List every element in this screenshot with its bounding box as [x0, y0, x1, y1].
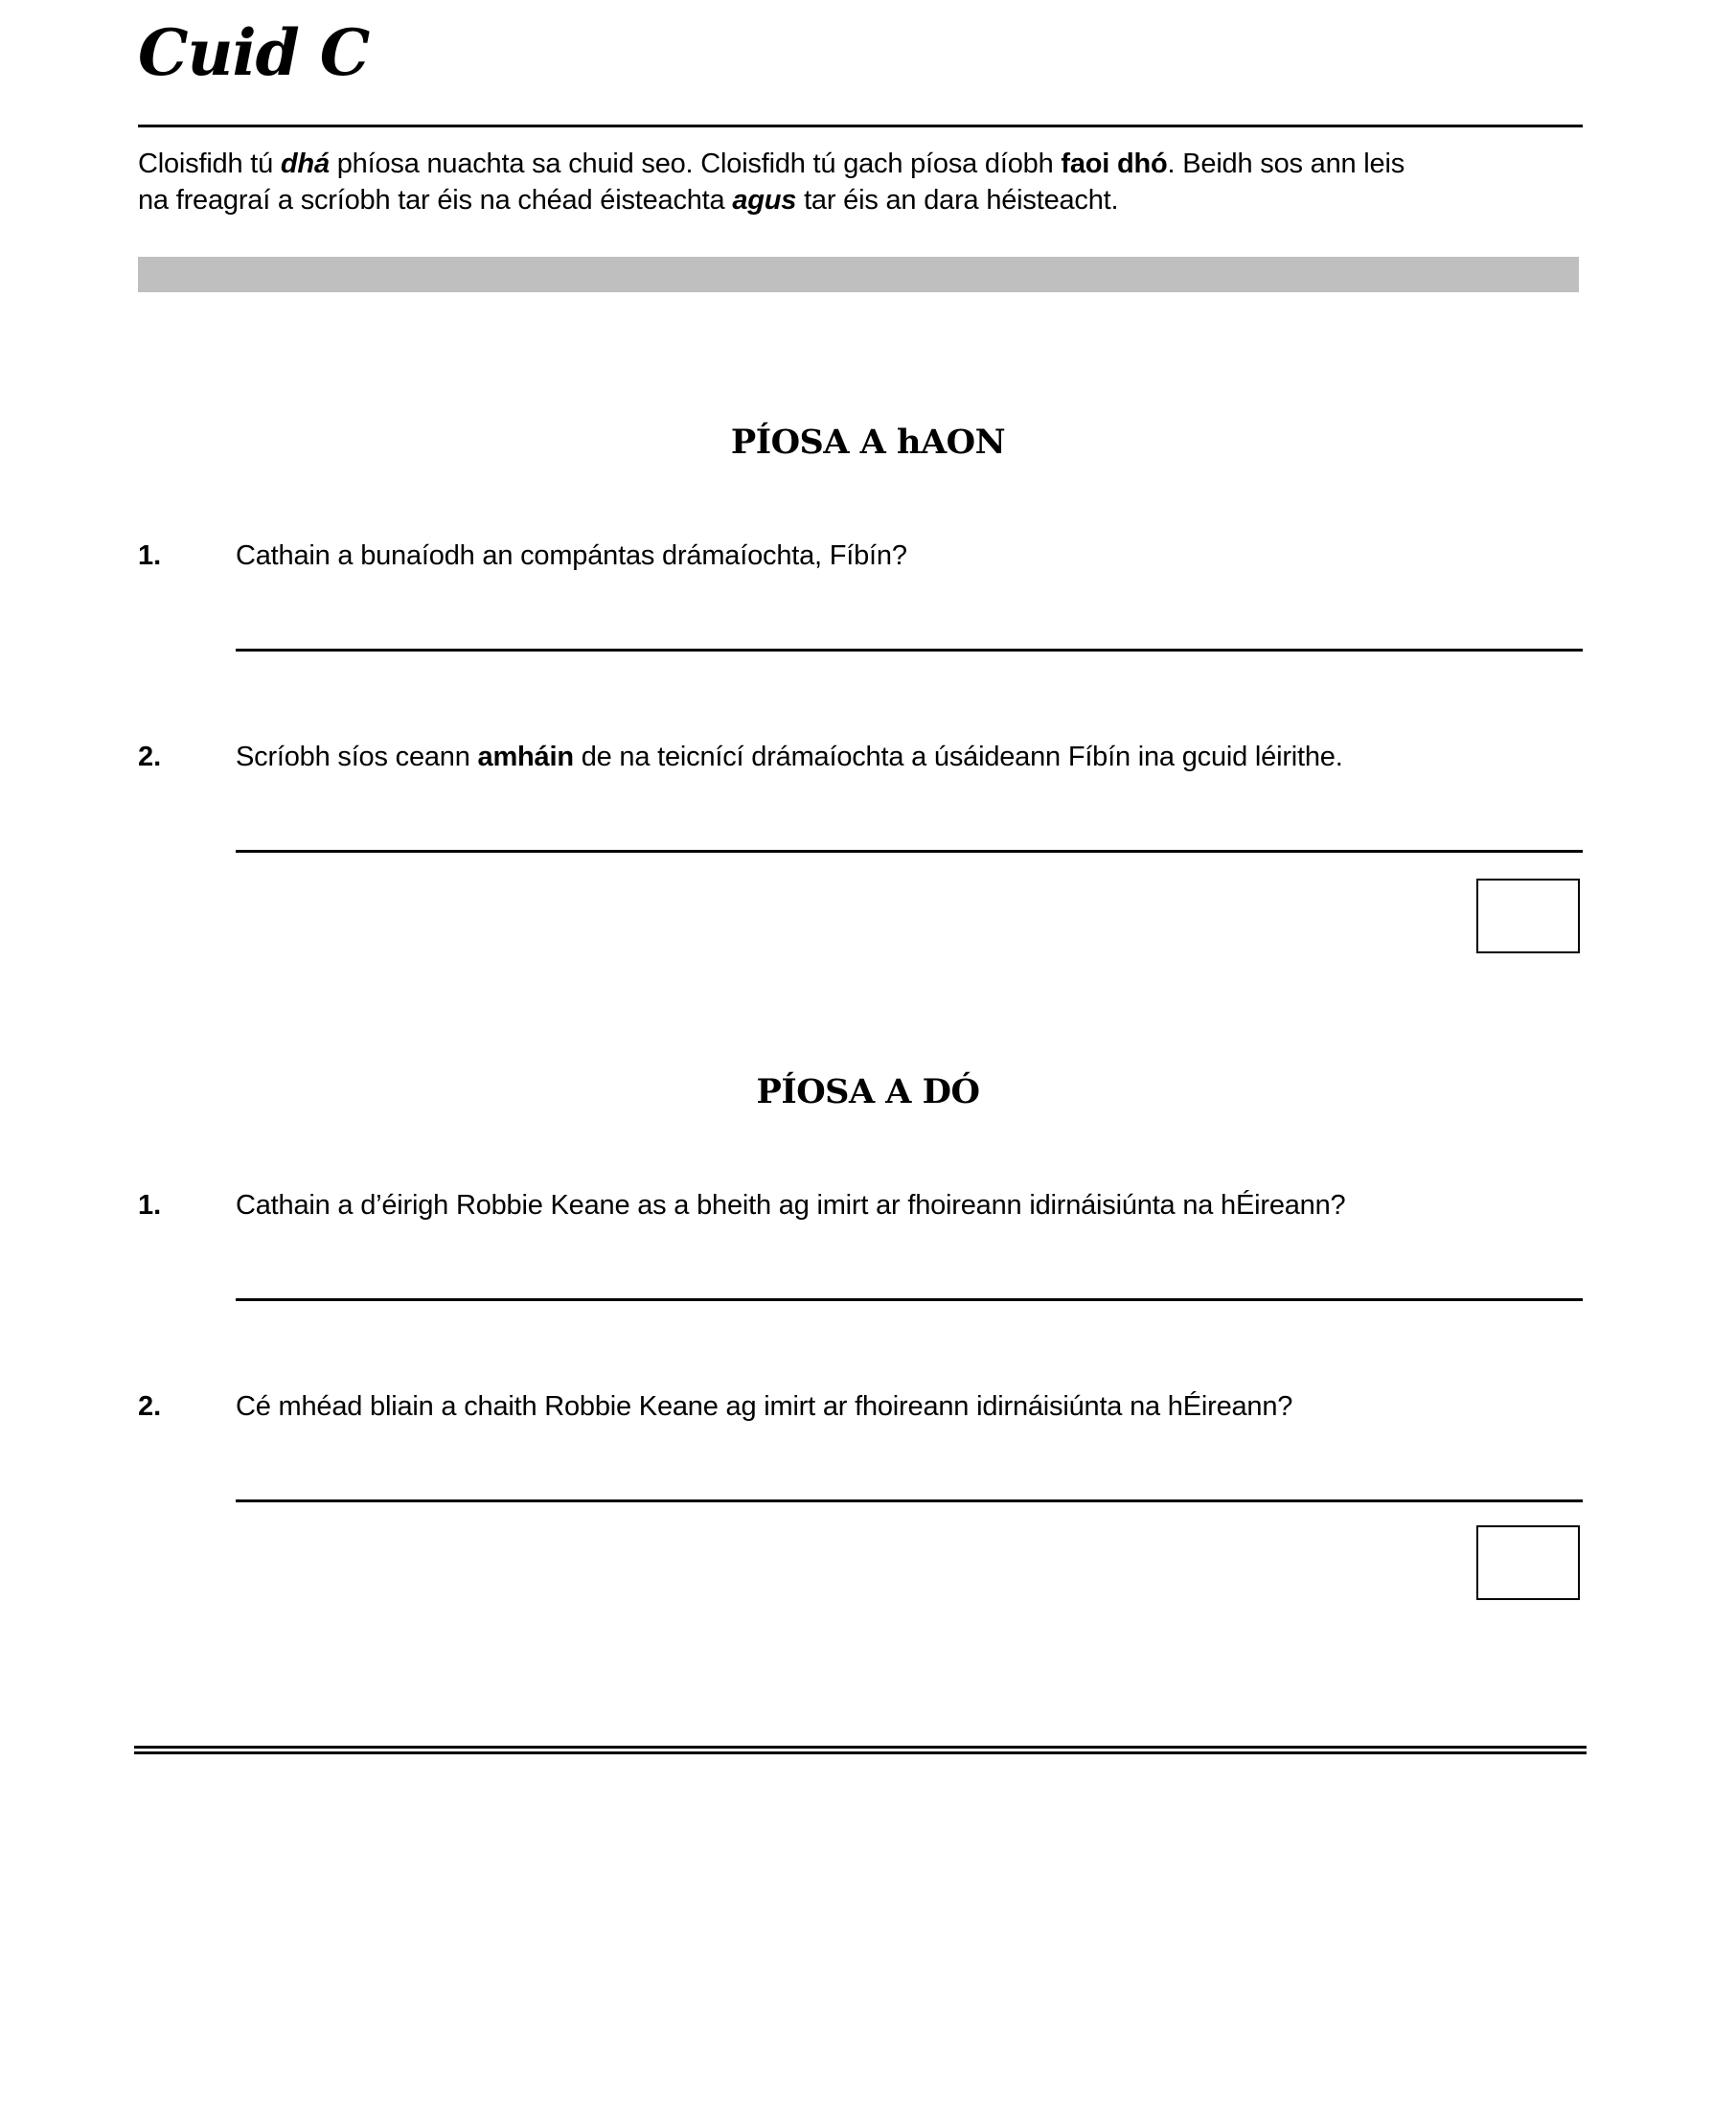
- bottom-double-rule-top: [134, 1746, 1587, 1749]
- question-number: 2.: [138, 1391, 162, 1422]
- answer-line[interactable]: [236, 850, 1583, 853]
- mark-box[interactable]: [1476, 879, 1580, 953]
- answer-line[interactable]: [236, 1298, 1583, 1301]
- bottom-double-rule-bottom: [134, 1751, 1587, 1754]
- instructions-line-1: Cloisfidh tú dhá phíosa nuachta sa chuid seo. Cloisfidh tú gach píosa díobh faoi dhó. Beidh sos ann leis: [138, 149, 1405, 179]
- emphasis-dha: dhá: [280, 149, 330, 179]
- section-heading-piosa-2: PÍOSA A DÓ: [756, 1072, 980, 1111]
- question-text: Cé mhéad bliain a chaith Robbie Keane ag imirt ar fhoireann idirnáisiúnta na hÉireann?: [236, 1391, 1293, 1422]
- answer-line[interactable]: [236, 1499, 1583, 1502]
- question-number: 2.: [138, 742, 162, 772]
- instructions: [138, 146, 1594, 218]
- emphasis-faoi-dho: faoi dhó: [1061, 149, 1168, 179]
- emphasis-agus: agus: [732, 185, 797, 216]
- question-text: Scríobh síos ceann amháin de na teicnící drámaíochta a úsáideann Fíbín ina gcuid léirithe.: [236, 742, 1343, 772]
- question-number: 1.: [138, 1190, 162, 1221]
- mark-box[interactable]: [1476, 1525, 1580, 1600]
- section-title: Cuid C: [138, 15, 370, 90]
- answer-line[interactable]: [236, 649, 1583, 652]
- emphasis-amhain: amháin: [477, 742, 574, 772]
- title-rule: [138, 125, 1583, 127]
- question-text: Cathain a bunaíodh an compántas drámaíochta, Fíbín?: [236, 540, 907, 571]
- section-heading-piosa-1: PÍOSA A hAON: [730, 423, 1006, 462]
- gray-divider-bar: [138, 257, 1579, 292]
- question-number: 1.: [138, 540, 162, 571]
- instructions-line-2: na freagraí a scríobh tar éis na chéad éisteachta agus tar éis an dara héisteacht.: [138, 185, 1119, 216]
- question-text: Cathain a d’éirigh Robbie Keane as a bheith ag imirt ar fhoireann idirnáisiúnta na hÉireann?: [236, 1190, 1346, 1221]
